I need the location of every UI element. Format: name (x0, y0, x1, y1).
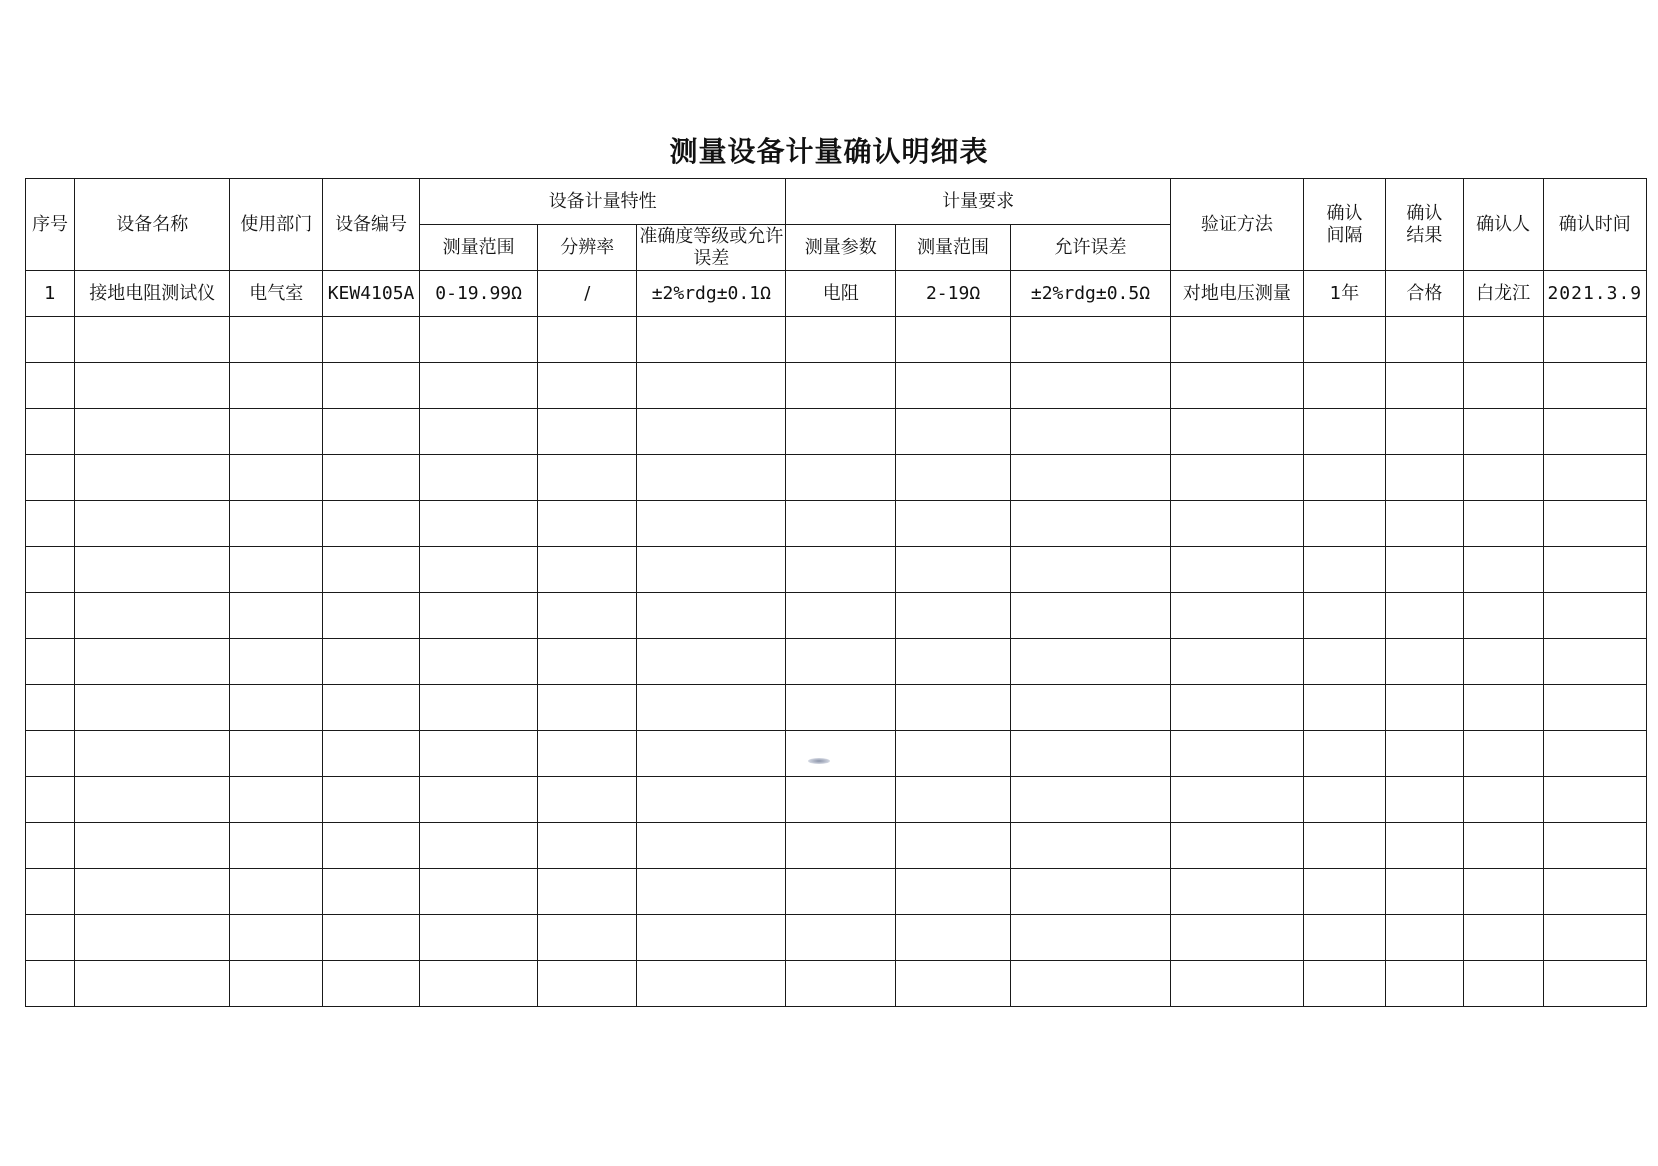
empty-cell (538, 777, 637, 823)
empty-table-row (26, 593, 1647, 639)
empty-cell (637, 961, 786, 1007)
empty-cell (1543, 777, 1646, 823)
empty-cell (1385, 823, 1463, 869)
empty-cell (26, 363, 75, 409)
empty-cell (786, 961, 896, 1007)
empty-cell (1011, 961, 1171, 1007)
empty-cell (1385, 455, 1463, 501)
empty-cell (1303, 639, 1385, 685)
empty-cell (1170, 685, 1303, 731)
empty-cell (1011, 685, 1171, 731)
empty-cell (1463, 501, 1543, 547)
empty-cell (230, 961, 323, 1007)
empty-cell (637, 547, 786, 593)
empty-cell (896, 915, 1011, 961)
empty-table-row (26, 731, 1647, 777)
cell-verification-method: 对地电压测量 (1170, 271, 1303, 317)
empty-cell (1385, 777, 1463, 823)
empty-cell (420, 915, 538, 961)
empty-cell (637, 363, 786, 409)
header-req-parameter: 测量参数 (786, 225, 896, 271)
empty-cell (538, 869, 637, 915)
empty-cell (786, 731, 896, 777)
header-char-range: 测量范围 (420, 225, 538, 271)
empty-table-row (26, 409, 1647, 455)
empty-cell (1303, 317, 1385, 363)
empty-cell (1543, 915, 1646, 961)
empty-cell (1170, 363, 1303, 409)
header-department: 使用部门 (230, 179, 323, 271)
empty-cell (1011, 593, 1171, 639)
cell-confirmation-result: 合格 (1385, 271, 1463, 317)
header-seq: 序号 (26, 179, 75, 271)
empty-cell (230, 869, 323, 915)
empty-cell (1385, 593, 1463, 639)
empty-cell (26, 409, 75, 455)
empty-cell (1170, 639, 1303, 685)
empty-cell (1170, 317, 1303, 363)
empty-cell (786, 777, 896, 823)
empty-cell (1011, 777, 1171, 823)
empty-cell (1170, 501, 1303, 547)
header-char-resolution: 分辨率 (538, 225, 637, 271)
empty-cell (786, 501, 896, 547)
empty-cell (230, 547, 323, 593)
empty-cell (1011, 731, 1171, 777)
cell-req-parameter: 电阻 (786, 271, 896, 317)
empty-cell (323, 777, 420, 823)
cell-seq: 1 (26, 271, 75, 317)
empty-cell (1543, 869, 1646, 915)
empty-table-row (26, 961, 1647, 1007)
empty-cell (1385, 685, 1463, 731)
empty-cell (420, 639, 538, 685)
empty-cell (1170, 915, 1303, 961)
header-req-range: 测量范围 (896, 225, 1011, 271)
cell-req-range: 2-19Ω (896, 271, 1011, 317)
empty-cell (420, 363, 538, 409)
empty-cell (74, 685, 229, 731)
empty-cell (1463, 593, 1543, 639)
empty-cell (1303, 961, 1385, 1007)
empty-cell (538, 455, 637, 501)
empty-cell (637, 823, 786, 869)
empty-cell (637, 593, 786, 639)
header-confirmation-date: 确认时间 (1543, 179, 1646, 271)
empty-cell (1011, 501, 1171, 547)
empty-cell (1463, 685, 1543, 731)
empty-cell (230, 915, 323, 961)
empty-cell (74, 363, 229, 409)
empty-cell (1385, 869, 1463, 915)
empty-cell (896, 593, 1011, 639)
empty-cell (1011, 317, 1171, 363)
empty-cell (1170, 455, 1303, 501)
empty-cell (1303, 409, 1385, 455)
empty-cell (26, 915, 75, 961)
header-confirmation-result: 确认结果 (1385, 179, 1463, 271)
empty-cell (1170, 961, 1303, 1007)
empty-cell (896, 455, 1011, 501)
empty-table-row (26, 685, 1647, 731)
empty-cell (896, 409, 1011, 455)
empty-cell (1543, 363, 1646, 409)
empty-cell (1303, 777, 1385, 823)
empty-table-row (26, 317, 1647, 363)
table-row (26, 271, 1647, 317)
empty-cell (74, 409, 229, 455)
empty-table-row (26, 823, 1647, 869)
empty-cell (323, 869, 420, 915)
empty-cell (230, 731, 323, 777)
empty-cell (1011, 869, 1171, 915)
cell-char-resolution: / (538, 271, 637, 317)
empty-cell (420, 409, 538, 455)
empty-cell (1011, 409, 1171, 455)
empty-cell (230, 409, 323, 455)
empty-cell (323, 501, 420, 547)
empty-cell (786, 409, 896, 455)
empty-cell (1170, 731, 1303, 777)
empty-cell (1543, 961, 1646, 1007)
header-equipment-name: 设备名称 (74, 179, 229, 271)
empty-cell (26, 593, 75, 639)
header-verification-method: 验证方法 (1170, 179, 1303, 271)
empty-cell (323, 961, 420, 1007)
empty-cell (230, 823, 323, 869)
empty-cell (323, 639, 420, 685)
empty-cell (637, 869, 786, 915)
empty-table-row (26, 547, 1647, 593)
empty-cell (1011, 363, 1171, 409)
empty-cell (637, 455, 786, 501)
header-char-accuracy: 准确度等级或允许误差 (637, 225, 786, 271)
empty-cell (538, 685, 637, 731)
empty-cell (1543, 685, 1646, 731)
empty-cell (1543, 731, 1646, 777)
empty-cell (538, 363, 637, 409)
empty-cell (786, 915, 896, 961)
empty-cell (538, 823, 637, 869)
empty-cell (230, 639, 323, 685)
empty-cell (1463, 823, 1543, 869)
empty-cell (637, 409, 786, 455)
cell-equipment-name: 接地电阻测试仪 (74, 271, 229, 317)
empty-cell (538, 915, 637, 961)
empty-cell (1463, 639, 1543, 685)
empty-cell (74, 777, 229, 823)
cell-char-accuracy: ±2%rdg±0.1Ω (637, 271, 786, 317)
empty-cell (420, 317, 538, 363)
empty-cell (74, 593, 229, 639)
empty-cell (538, 639, 637, 685)
empty-cell (896, 501, 1011, 547)
document-title: 测量设备计量确认明细表 (669, 135, 989, 168)
empty-cell (538, 409, 637, 455)
empty-cell (74, 639, 229, 685)
cell-char-range: 0-19.99Ω (420, 271, 538, 317)
empty-cell (1385, 317, 1463, 363)
empty-cell (26, 455, 75, 501)
empty-cell (74, 731, 229, 777)
empty-cell (420, 501, 538, 547)
empty-cell (323, 915, 420, 961)
empty-cell (1385, 501, 1463, 547)
empty-cell (1463, 547, 1543, 593)
empty-cell (1463, 409, 1543, 455)
cell-department: 电气室 (230, 271, 323, 317)
header-req-error: 允许误差 (1011, 225, 1171, 271)
empty-cell (1170, 777, 1303, 823)
empty-cell (1303, 593, 1385, 639)
empty-cell (896, 363, 1011, 409)
empty-cell (323, 685, 420, 731)
empty-cell (538, 593, 637, 639)
empty-cell (896, 639, 1011, 685)
empty-cell (637, 731, 786, 777)
empty-cell (230, 685, 323, 731)
empty-cell (26, 961, 75, 1007)
header-confirmer: 确认人 (1463, 179, 1543, 271)
empty-cell (1543, 547, 1646, 593)
empty-cell (230, 363, 323, 409)
empty-cell (1303, 823, 1385, 869)
empty-cell (420, 869, 538, 915)
empty-cell (323, 823, 420, 869)
empty-cell (323, 455, 420, 501)
empty-cell (896, 961, 1011, 1007)
empty-cell (26, 639, 75, 685)
empty-cell (1463, 317, 1543, 363)
empty-cell (896, 685, 1011, 731)
empty-cell (1011, 823, 1171, 869)
empty-cell (538, 501, 637, 547)
empty-cell (538, 961, 637, 1007)
empty-table-row (26, 915, 1647, 961)
empty-cell (1303, 455, 1385, 501)
header-metrological-requirements: 计量要求 (786, 179, 1170, 225)
empty-cell (1463, 915, 1543, 961)
empty-cell (1011, 915, 1171, 961)
empty-cell (420, 593, 538, 639)
empty-cell (323, 363, 420, 409)
empty-table-row (26, 363, 1647, 409)
empty-cell (786, 547, 896, 593)
empty-cell (1385, 547, 1463, 593)
empty-cell (1385, 409, 1463, 455)
empty-table-row (26, 639, 1647, 685)
empty-cell (538, 731, 637, 777)
empty-table-row (26, 777, 1647, 823)
empty-cell (1170, 869, 1303, 915)
empty-cell (26, 501, 75, 547)
empty-cell (538, 547, 637, 593)
empty-cell (74, 317, 229, 363)
empty-cell (1543, 593, 1646, 639)
empty-cell (786, 823, 896, 869)
empty-cell (1385, 639, 1463, 685)
empty-cell (786, 639, 896, 685)
empty-cell (1011, 547, 1171, 593)
empty-cell (1543, 317, 1646, 363)
empty-cell (1463, 731, 1543, 777)
empty-cell (420, 685, 538, 731)
empty-cell (74, 915, 229, 961)
empty-cell (1303, 547, 1385, 593)
empty-cell (637, 501, 786, 547)
empty-cell (323, 317, 420, 363)
empty-cell (26, 317, 75, 363)
header-confirmation-interval: 确认间隔 (1303, 179, 1385, 271)
empty-cell (896, 317, 1011, 363)
empty-cell (230, 455, 323, 501)
empty-table-row (26, 455, 1647, 501)
empty-cell (786, 317, 896, 363)
empty-cell (230, 317, 323, 363)
empty-cell (323, 547, 420, 593)
empty-cell (637, 777, 786, 823)
empty-cell (74, 501, 229, 547)
empty-cell (230, 777, 323, 823)
empty-cell (74, 823, 229, 869)
empty-cell (26, 685, 75, 731)
empty-cell (323, 593, 420, 639)
empty-cell (786, 455, 896, 501)
empty-cell (1543, 639, 1646, 685)
empty-cell (1385, 731, 1463, 777)
empty-cell (1543, 455, 1646, 501)
empty-cell (1170, 547, 1303, 593)
empty-cell (1011, 455, 1171, 501)
empty-cell (896, 731, 1011, 777)
empty-cell (420, 455, 538, 501)
empty-cell (74, 455, 229, 501)
empty-cell (1303, 685, 1385, 731)
cell-confirmation-date: 2021.3.9 (1543, 271, 1646, 317)
empty-cell (538, 317, 637, 363)
cell-confirmation-interval: 1年 (1303, 271, 1385, 317)
empty-cell (637, 915, 786, 961)
empty-cell (786, 363, 896, 409)
empty-cell (637, 685, 786, 731)
cell-equipment-number: KEW4105A (323, 271, 420, 317)
empty-cell (1543, 409, 1646, 455)
empty-cell (896, 547, 1011, 593)
empty-cell (786, 869, 896, 915)
empty-cell (1463, 455, 1543, 501)
empty-cell (74, 961, 229, 1007)
empty-cell (1303, 363, 1385, 409)
header-metrological-characteristics: 设备计量特性 (420, 179, 786, 225)
empty-cell (420, 777, 538, 823)
header-row-top (26, 179, 1647, 225)
empty-cell (26, 823, 75, 869)
empty-cell (1463, 363, 1543, 409)
empty-cell (896, 777, 1011, 823)
empty-cell (1170, 593, 1303, 639)
empty-cell (230, 501, 323, 547)
empty-cell (26, 777, 75, 823)
empty-cell (786, 685, 896, 731)
empty-cell (1303, 915, 1385, 961)
empty-cell (26, 869, 75, 915)
empty-cell (1303, 869, 1385, 915)
scan-smudge (808, 758, 830, 764)
empty-cell (1543, 823, 1646, 869)
empty-cell (74, 547, 229, 593)
empty-table-row (26, 501, 1647, 547)
empty-cell (1011, 639, 1171, 685)
empty-cell (1303, 731, 1385, 777)
empty-table-row (26, 869, 1647, 915)
empty-cell (1170, 409, 1303, 455)
empty-cell (1385, 915, 1463, 961)
header-equipment-number: 设备编号 (323, 179, 420, 271)
cell-req-error: ±2%rdg±0.5Ω (1011, 271, 1171, 317)
empty-cell (896, 869, 1011, 915)
empty-cell (26, 731, 75, 777)
empty-cell (786, 593, 896, 639)
empty-cell (74, 869, 229, 915)
empty-cell (1385, 961, 1463, 1007)
empty-cell (637, 317, 786, 363)
empty-cell (420, 823, 538, 869)
empty-cell (1385, 363, 1463, 409)
empty-cell (420, 547, 538, 593)
empty-cell (637, 639, 786, 685)
cell-confirmer: 白龙江 (1463, 271, 1543, 317)
empty-cell (420, 961, 538, 1007)
empty-cell (1170, 823, 1303, 869)
empty-cell (1463, 777, 1543, 823)
empty-cell (1303, 501, 1385, 547)
empty-cell (1543, 501, 1646, 547)
equipment-confirmation-table (25, 178, 1647, 1007)
empty-cell (26, 547, 75, 593)
empty-cell (323, 409, 420, 455)
empty-cell (1463, 869, 1543, 915)
empty-cell (1463, 961, 1543, 1007)
empty-cell (420, 731, 538, 777)
empty-cell (896, 823, 1011, 869)
empty-cell (230, 593, 323, 639)
empty-cell (323, 731, 420, 777)
